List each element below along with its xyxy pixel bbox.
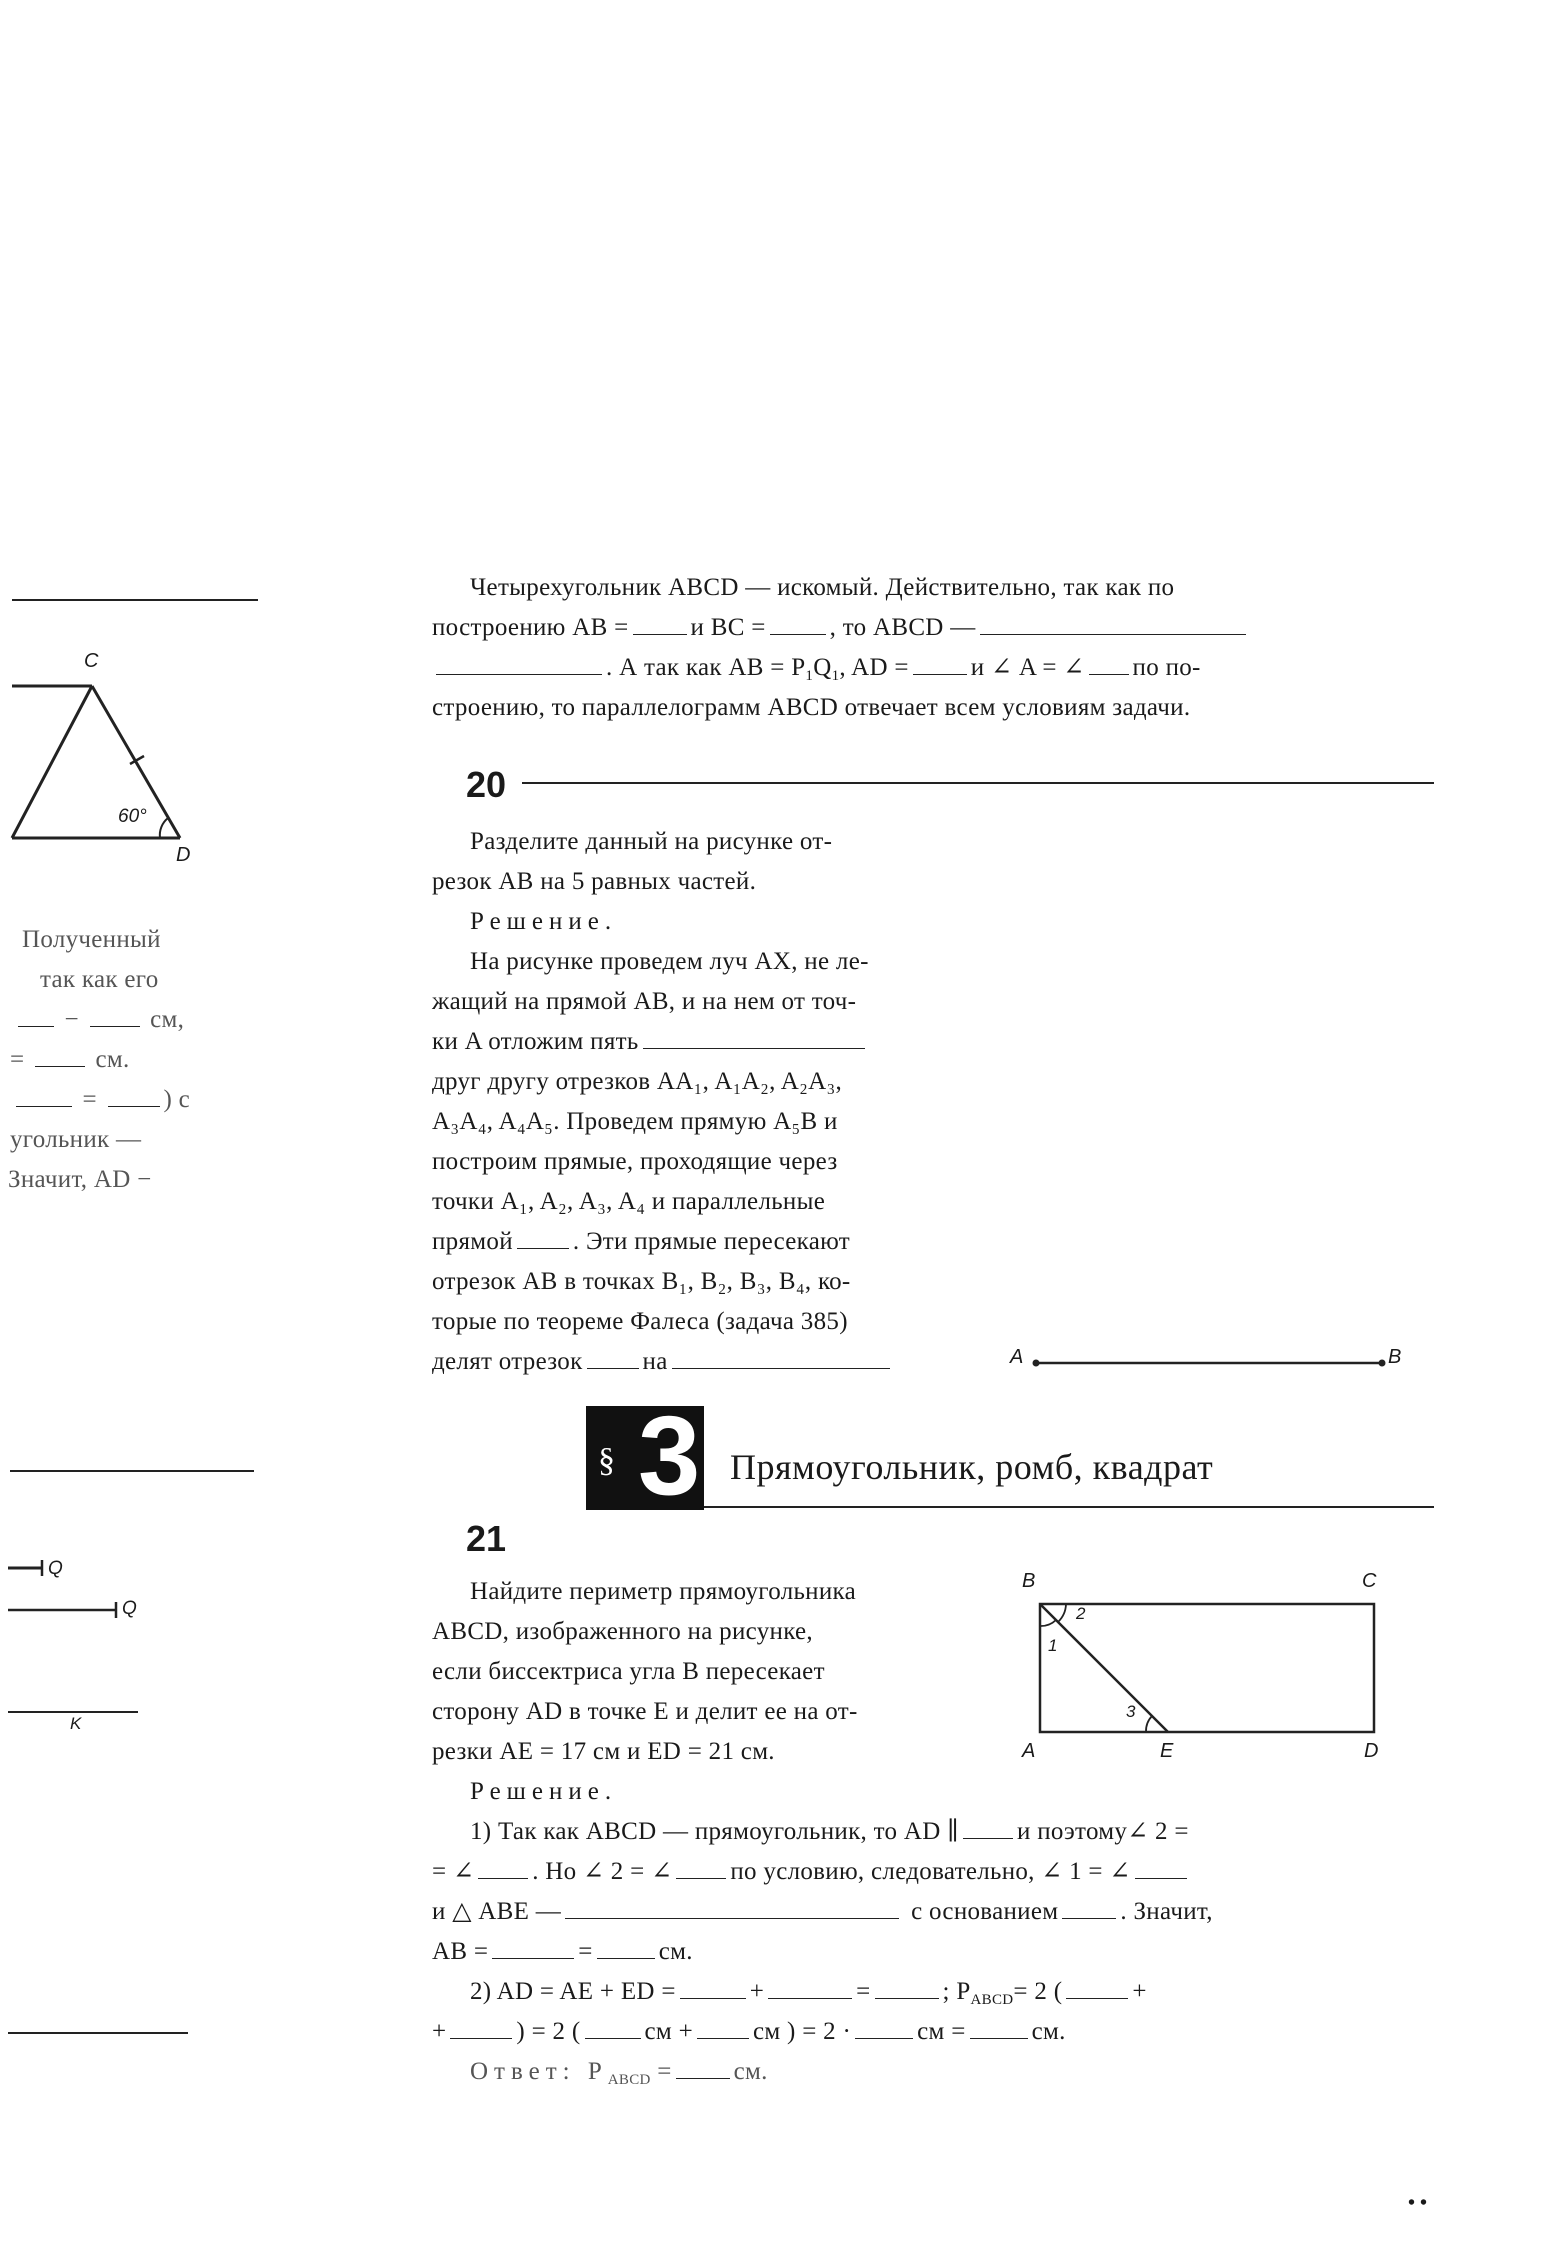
- segment-label-b: B: [1388, 1346, 1402, 1368]
- blank-cm-1: [585, 2014, 641, 2039]
- left-text-1: Полученный: [22, 926, 161, 953]
- blank-line: [517, 1224, 569, 1249]
- left-text-7: Значит, AD −: [8, 1166, 152, 1193]
- left-rule-bottom: [8, 2032, 188, 2034]
- blank-base: [1062, 1894, 1116, 1919]
- task-20-line-2: резок AB на 5 равных частей.: [432, 868, 757, 895]
- answer-equals: =: [657, 2058, 672, 2085]
- intro-line-3a: . А так как AB = P: [606, 654, 806, 681]
- angle-1-arc: [1040, 1620, 1056, 1626]
- task-21-step-6e: см =: [917, 2018, 966, 2045]
- task-20-line-3: На рисунке проведем луч AX, не ле-: [470, 948, 869, 975]
- point-b: [1379, 1360, 1386, 1367]
- task-20-line-5: ки A отложим пять: [432, 1028, 639, 1055]
- angle-2-label: 2: [1076, 1604, 1086, 1623]
- left-rule-top: [12, 599, 258, 601]
- rect-label-e: E: [1160, 1740, 1174, 1762]
- rect-label-b: B: [1022, 1570, 1036, 1592]
- task-21-line-3: если биссектриса угла B пересекает: [432, 1658, 825, 1685]
- intro-line-2a: построению AB =: [432, 614, 629, 641]
- task-20-rule: [522, 782, 1434, 784]
- task-21-step-2b: . Но ∠ 2 = ∠: [532, 1858, 673, 1885]
- left-rule-middle: [10, 1470, 254, 1472]
- blank-equal-segments: [643, 1024, 865, 1049]
- task-21-step-4c: см.: [658, 1938, 693, 1965]
- task-20-line-1: Разделите данный на рисунке от-: [470, 828, 833, 855]
- angle-arc: [160, 818, 168, 838]
- task-21-step-6d: см ) = 2 ·: [752, 2018, 852, 2045]
- blank-angle-c: [1135, 1854, 1187, 1879]
- segment-ab-figure: [1030, 1348, 1390, 1378]
- task-21-step-2c: по условию, следовательно, ∠ 1 = ∠: [730, 1858, 1131, 1885]
- task-20-line-10a: прямой: [432, 1228, 513, 1255]
- answer-subscript: ABCD: [607, 2072, 651, 2088]
- task-21-step-6b: ) = 2 (: [516, 2018, 581, 2045]
- blank-parts: [672, 1344, 890, 1369]
- point-a: [1033, 1360, 1040, 1367]
- blank-cm-2: [697, 2014, 749, 2039]
- angle-1-label: 1: [1048, 1636, 1058, 1655]
- answer-label: Ответ: P: [470, 2058, 608, 2085]
- angle-2-arc: [1058, 1604, 1066, 1622]
- blank-ab-value: [597, 1934, 655, 1959]
- task-20-line-12: торые по теореме Фалеса (задача 385): [432, 1308, 848, 1335]
- fig-label-c: C: [84, 650, 99, 672]
- rectangle-abcd: [1040, 1604, 1374, 1732]
- task-20-line-11: отрезок AB в точках B₁, B₂, B₃, B₄, ко-: [432, 1268, 851, 1295]
- rect-label-d: D: [1364, 1740, 1379, 1762]
- task-21-step-5f: +: [1132, 1978, 1147, 2005]
- task-21-step-5e: = 2 (: [1013, 1978, 1063, 2005]
- intro-line-4: строению, то параллелограмм ABCD отвечает всем условиям задачи.: [432, 694, 1191, 721]
- section-title: Прямоугольник, ромб, квадрат: [730, 1447, 1214, 1487]
- fig-angle-label: 60°: [118, 806, 147, 827]
- task-20-solution-label: Решение.: [470, 908, 618, 935]
- intro-line-1: Четырехугольник ABCD — искомый. Действительно, так как по: [470, 574, 1175, 601]
- intro-line-2b: и BC =: [690, 614, 766, 641]
- left-text-6: угольник —: [10, 1126, 142, 1153]
- blank-cm-3: [855, 2014, 913, 2039]
- section-sign: §: [598, 1442, 615, 1479]
- intro-line-2c: , то ABCD —: [829, 614, 976, 641]
- intro-line-3c: , AD =: [839, 654, 909, 681]
- blank-ad-value: [875, 1974, 939, 1999]
- task-20-line-13a: делят отрезок: [432, 1348, 583, 1375]
- task-21-step-2a: = ∠: [432, 1858, 475, 1885]
- segment-k: [8, 1711, 138, 1713]
- task-20-line-7: A₃A₄, A₄A₅. Проведем прямую A₅B и: [432, 1108, 838, 1135]
- blank-triangle-type: [565, 1894, 899, 1919]
- left-triangle-figure: [0, 650, 200, 870]
- task-21-line-1: Найдите периметр прямоугольника: [470, 1578, 856, 1605]
- task-21-step-4a: AB =: [432, 1938, 489, 1965]
- answer-unit: см.: [733, 2058, 768, 2085]
- task-21-step-4b: =: [578, 1938, 593, 1965]
- perimeter-subscript: ABCD: [970, 1992, 1014, 2008]
- task-21-step-6c: см +: [644, 2018, 693, 2045]
- task-20-line-10b: . Эти прямые пересекают: [572, 1228, 851, 1255]
- task-21-step-5a: 2) AD = AE + ED =: [470, 1978, 676, 2005]
- task-21-solution-label: Решение.: [470, 1778, 618, 1805]
- blank-perimeter-term-2: [450, 2014, 512, 2039]
- task-20-number: 20: [466, 764, 507, 805]
- label-q2: Q: [122, 1598, 137, 1619]
- rect-label-c: C: [1362, 1570, 1377, 1592]
- blank-parallel-side: [963, 1814, 1013, 1839]
- task-21-step-3b: с основанием: [911, 1898, 1059, 1925]
- task-20-line-4: жащий на прямой AB, и на нем от точ-: [432, 988, 857, 1015]
- triangle-left-side: [12, 686, 92, 838]
- task-21-step-3a: и △ ABE —: [432, 1898, 562, 1925]
- task-21-step-5d: ; P: [942, 1978, 971, 2005]
- left-segments-figure: [0, 1550, 180, 1630]
- task-20-line-6: друг другу отрезков AA₁, A₁A₂, A₂A₃,: [432, 1068, 843, 1095]
- task-21-step-5b: +: [749, 1978, 765, 2005]
- blank-ae: [680, 1974, 746, 1999]
- task-20-line-9: точки A₁, A₂, A₃, A₄ и параллельные: [432, 1188, 826, 1215]
- task-20-line-13b: на: [642, 1348, 668, 1375]
- angle-3-label: 3: [1126, 1702, 1136, 1721]
- blank-angle: [1089, 650, 1129, 675]
- blank-abcd-type: [980, 610, 1246, 635]
- blank-angle-b: [676, 1854, 726, 1879]
- blank-ad: [913, 650, 967, 675]
- rect-label-a: A: [1022, 1740, 1036, 1762]
- section-badge: [586, 1393, 704, 1518]
- blank-answer: [676, 2054, 730, 2079]
- blank-bc: [770, 610, 826, 635]
- blank-angle-a: [478, 1854, 528, 1879]
- task-21-step-5c: =: [856, 1978, 871, 2005]
- blank-abcd-type-cont: [436, 650, 602, 675]
- intro-line-3e: по по-: [1132, 654, 1201, 681]
- blank-cm-4: [970, 2014, 1028, 2039]
- task-21-step-6f: см.: [1031, 2018, 1066, 2045]
- left-text-3: см,: [150, 1006, 185, 1033]
- left-text-2: так как его: [40, 966, 159, 993]
- task-21-line-5: резки AE = 17 см и ED = 21 см.: [432, 1738, 775, 1765]
- left-text-5: ) с: [163, 1086, 191, 1113]
- task-21-line-4: сторону AD в точке E и делит ее на от-: [432, 1698, 858, 1725]
- label-q1: Q: [48, 1558, 63, 1579]
- blank-ab-side: [492, 1934, 574, 1959]
- blank-ed: [768, 1974, 852, 1999]
- task-20-line-8: построим прямые, проходящие через: [432, 1148, 838, 1175]
- task-21-step-6a: +: [432, 2018, 447, 2045]
- fig-label-d: D: [176, 844, 191, 866]
- task-21-number: 21: [466, 1518, 507, 1559]
- page-mark: • •: [1408, 2192, 1428, 2214]
- left-text-4: см.: [95, 1046, 130, 1073]
- label-k: K: [70, 1714, 82, 1733]
- intro-line-3d: и ∠ A = ∠: [970, 654, 1085, 681]
- task-21-step-1b: и поэтому∠ 2 =: [1017, 1818, 1189, 1845]
- section-number: 3: [638, 1393, 701, 1518]
- task-21-line-2: ABCD, изображенного на рисунке,: [432, 1618, 813, 1645]
- blank-ab: [633, 610, 687, 635]
- bisector-be: [1040, 1604, 1168, 1732]
- task-21-step-1a: 1) Так как ABCD — прямоугольник, то AD ∥: [470, 1818, 960, 1845]
- angle-3-arc: [1146, 1716, 1152, 1732]
- blank-perimeter-term-1: [1066, 1974, 1128, 1999]
- task-21-step-3c: . Значит,: [1120, 1898, 1213, 1925]
- section-rule: [704, 1506, 1434, 1508]
- segment-label-a: A: [1010, 1346, 1024, 1368]
- intro-line-3b: Q: [813, 654, 832, 681]
- blank-segment: [587, 1344, 639, 1369]
